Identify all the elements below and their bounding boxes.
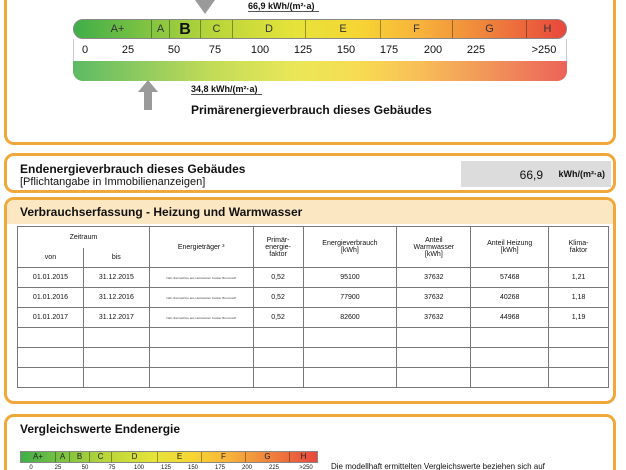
cell-bis: 31.12.2015 (83, 268, 149, 288)
scale-tick: 75 (208, 44, 222, 56)
class-h: H (526, 20, 567, 39)
header-bis: bis (83, 248, 149, 268)
mini-class: B (69, 452, 89, 462)
energy-class-bar (73, 19, 567, 39)
energy-scale-panel (4, 0, 616, 145)
table-row (18, 288, 609, 308)
scale-foot-gradient (73, 61, 567, 81)
empty-row (18, 328, 609, 348)
cell-klima: 1,21 (549, 268, 609, 288)
cell-traeger: Nah-/Fernwärme aus Heizwerken fossiler Brennstoff (149, 268, 253, 288)
mini-class: F (201, 452, 245, 462)
header-heizung: Anteil Heizung [kWh] (471, 227, 549, 268)
scale-tick: 50 (167, 44, 181, 56)
mini-tick: 0 (29, 465, 33, 470)
summary-value-box (461, 161, 611, 187)
cell-verbrauch: 95100 (303, 268, 397, 288)
comparison-title: Vergleichswerte Endenergie (7, 417, 613, 441)
header-energieverbrauch: Energieverbrauch [kWh] (303, 227, 397, 268)
mini-class: A+ (32, 452, 43, 461)
cell-heizung: 57468 (471, 268, 549, 288)
empty-row (18, 348, 609, 368)
cell-von: 01.01.2016 (18, 288, 84, 308)
mini-tick: 50 (81, 465, 89, 470)
class-c: C (200, 20, 232, 39)
mini-tick: 150 (187, 465, 199, 470)
mini-tick: 75 (108, 465, 116, 470)
mini-class-bar (20, 451, 318, 463)
arrow-up-icon (138, 80, 158, 110)
summary-subtitle: [Pflichtangabe in Immobilienanzeigen] (20, 176, 206, 188)
mini-class: A (55, 452, 69, 462)
mini-class: H (289, 452, 317, 462)
mini-tick: 200 (241, 465, 253, 470)
arrow-down-icon (195, 0, 215, 14)
consumption-table (17, 226, 609, 388)
class-g: G (452, 20, 526, 39)
table-row (18, 268, 609, 288)
cell-klima: 1,18 (549, 288, 609, 308)
mini-class: G (245, 452, 289, 462)
summary-value: 66,9 (519, 168, 543, 182)
primary-energy-title: Primärenergieverbrauch dieses Gebäudes (191, 103, 432, 117)
scale-tick: 225 (466, 44, 486, 56)
summary-title: Endenergieverbrauch dieses Gebäudes (20, 162, 246, 176)
mini-tick: 125 (160, 465, 172, 470)
cell-bis: 31.12.2016 (83, 288, 149, 308)
header-energietraeger: Energieträger ³ (149, 227, 253, 268)
cell-traeger: Nah-/Fernwärme aus Heizwerken fossiler Brennstoff (149, 288, 253, 308)
header-zeitraum: Zeitraum (18, 227, 150, 248)
cell-verbrauch: 82600 (303, 308, 397, 328)
scale-tick: 125 (293, 44, 313, 56)
cell-warmwasser: 37632 (397, 308, 471, 328)
cell-faktor: 0,52 (253, 268, 303, 288)
mini-tick: 100 (133, 465, 145, 470)
cell-klima: 1,19 (549, 308, 609, 328)
class-a-plus: A+ (110, 23, 125, 35)
cell-bis: 31.12.2017 (83, 308, 149, 328)
comparison-panel (4, 414, 616, 470)
consumption-panel (4, 197, 616, 404)
scale-tick: 0 (81, 44, 89, 56)
cell-warmwasser: 37632 (397, 288, 471, 308)
cell-von: 01.01.2015 (18, 268, 84, 288)
cell-faktor: 0,52 (253, 288, 303, 308)
cell-heizung: 44968 (471, 308, 549, 328)
mini-class: E (157, 452, 201, 462)
header-warmwasser: Anteil Warmwasser [kWh] (397, 227, 471, 268)
class-b: B (169, 20, 200, 39)
mini-tick: 175 (214, 465, 226, 470)
final-energy-value: 66,9 kWh/(m²·a) (248, 1, 319, 12)
mini-tick: 25 (54, 465, 62, 470)
cell-verbrauch: 77900 (303, 288, 397, 308)
final-energy-summary (4, 153, 616, 193)
header-von: von (18, 248, 84, 268)
class-a: A (151, 20, 169, 39)
mini-class: D (111, 452, 157, 462)
scale-tick: 25 (121, 44, 135, 56)
scale-tick: 150 (336, 44, 356, 56)
header-klima: Klima- faktor (549, 227, 609, 268)
class-e: E (305, 20, 380, 39)
scale-strip (73, 39, 567, 61)
mini-tick: >250 (299, 465, 313, 470)
mini-class: C (89, 452, 111, 462)
scale-tick: 100 (250, 44, 270, 56)
primary-energy-value: 34,8 kWh/(m²·a) (191, 84, 262, 95)
summary-unit: kWh/(m²·a) (558, 169, 605, 179)
class-f: F (380, 20, 452, 39)
consumption-title: Verbrauchserfassung - Heizung und Warmwasser (7, 200, 613, 224)
scale-tick: 200 (423, 44, 443, 56)
cell-warmwasser: 37632 (397, 268, 471, 288)
class-d: D (232, 20, 305, 39)
comparison-note: Die modellhaft ermittelten Vergleichswerte beziehen sich auf (331, 462, 545, 470)
cell-von: 01.01.2017 (18, 308, 84, 328)
cell-heizung: 40268 (471, 288, 549, 308)
mini-tick: 225 (268, 465, 280, 470)
table-row (18, 308, 609, 328)
scale-tick: 175 (379, 44, 399, 56)
cell-traeger: Nah-/Fernwärme aus Heizwerken fossiler Brennstoff (149, 308, 253, 328)
cell-faktor: 0,52 (253, 308, 303, 328)
header-primaerfaktor: Primär- energie- faktor (253, 227, 303, 268)
scale-tick: >250 (531, 44, 557, 56)
empty-row (18, 368, 609, 388)
